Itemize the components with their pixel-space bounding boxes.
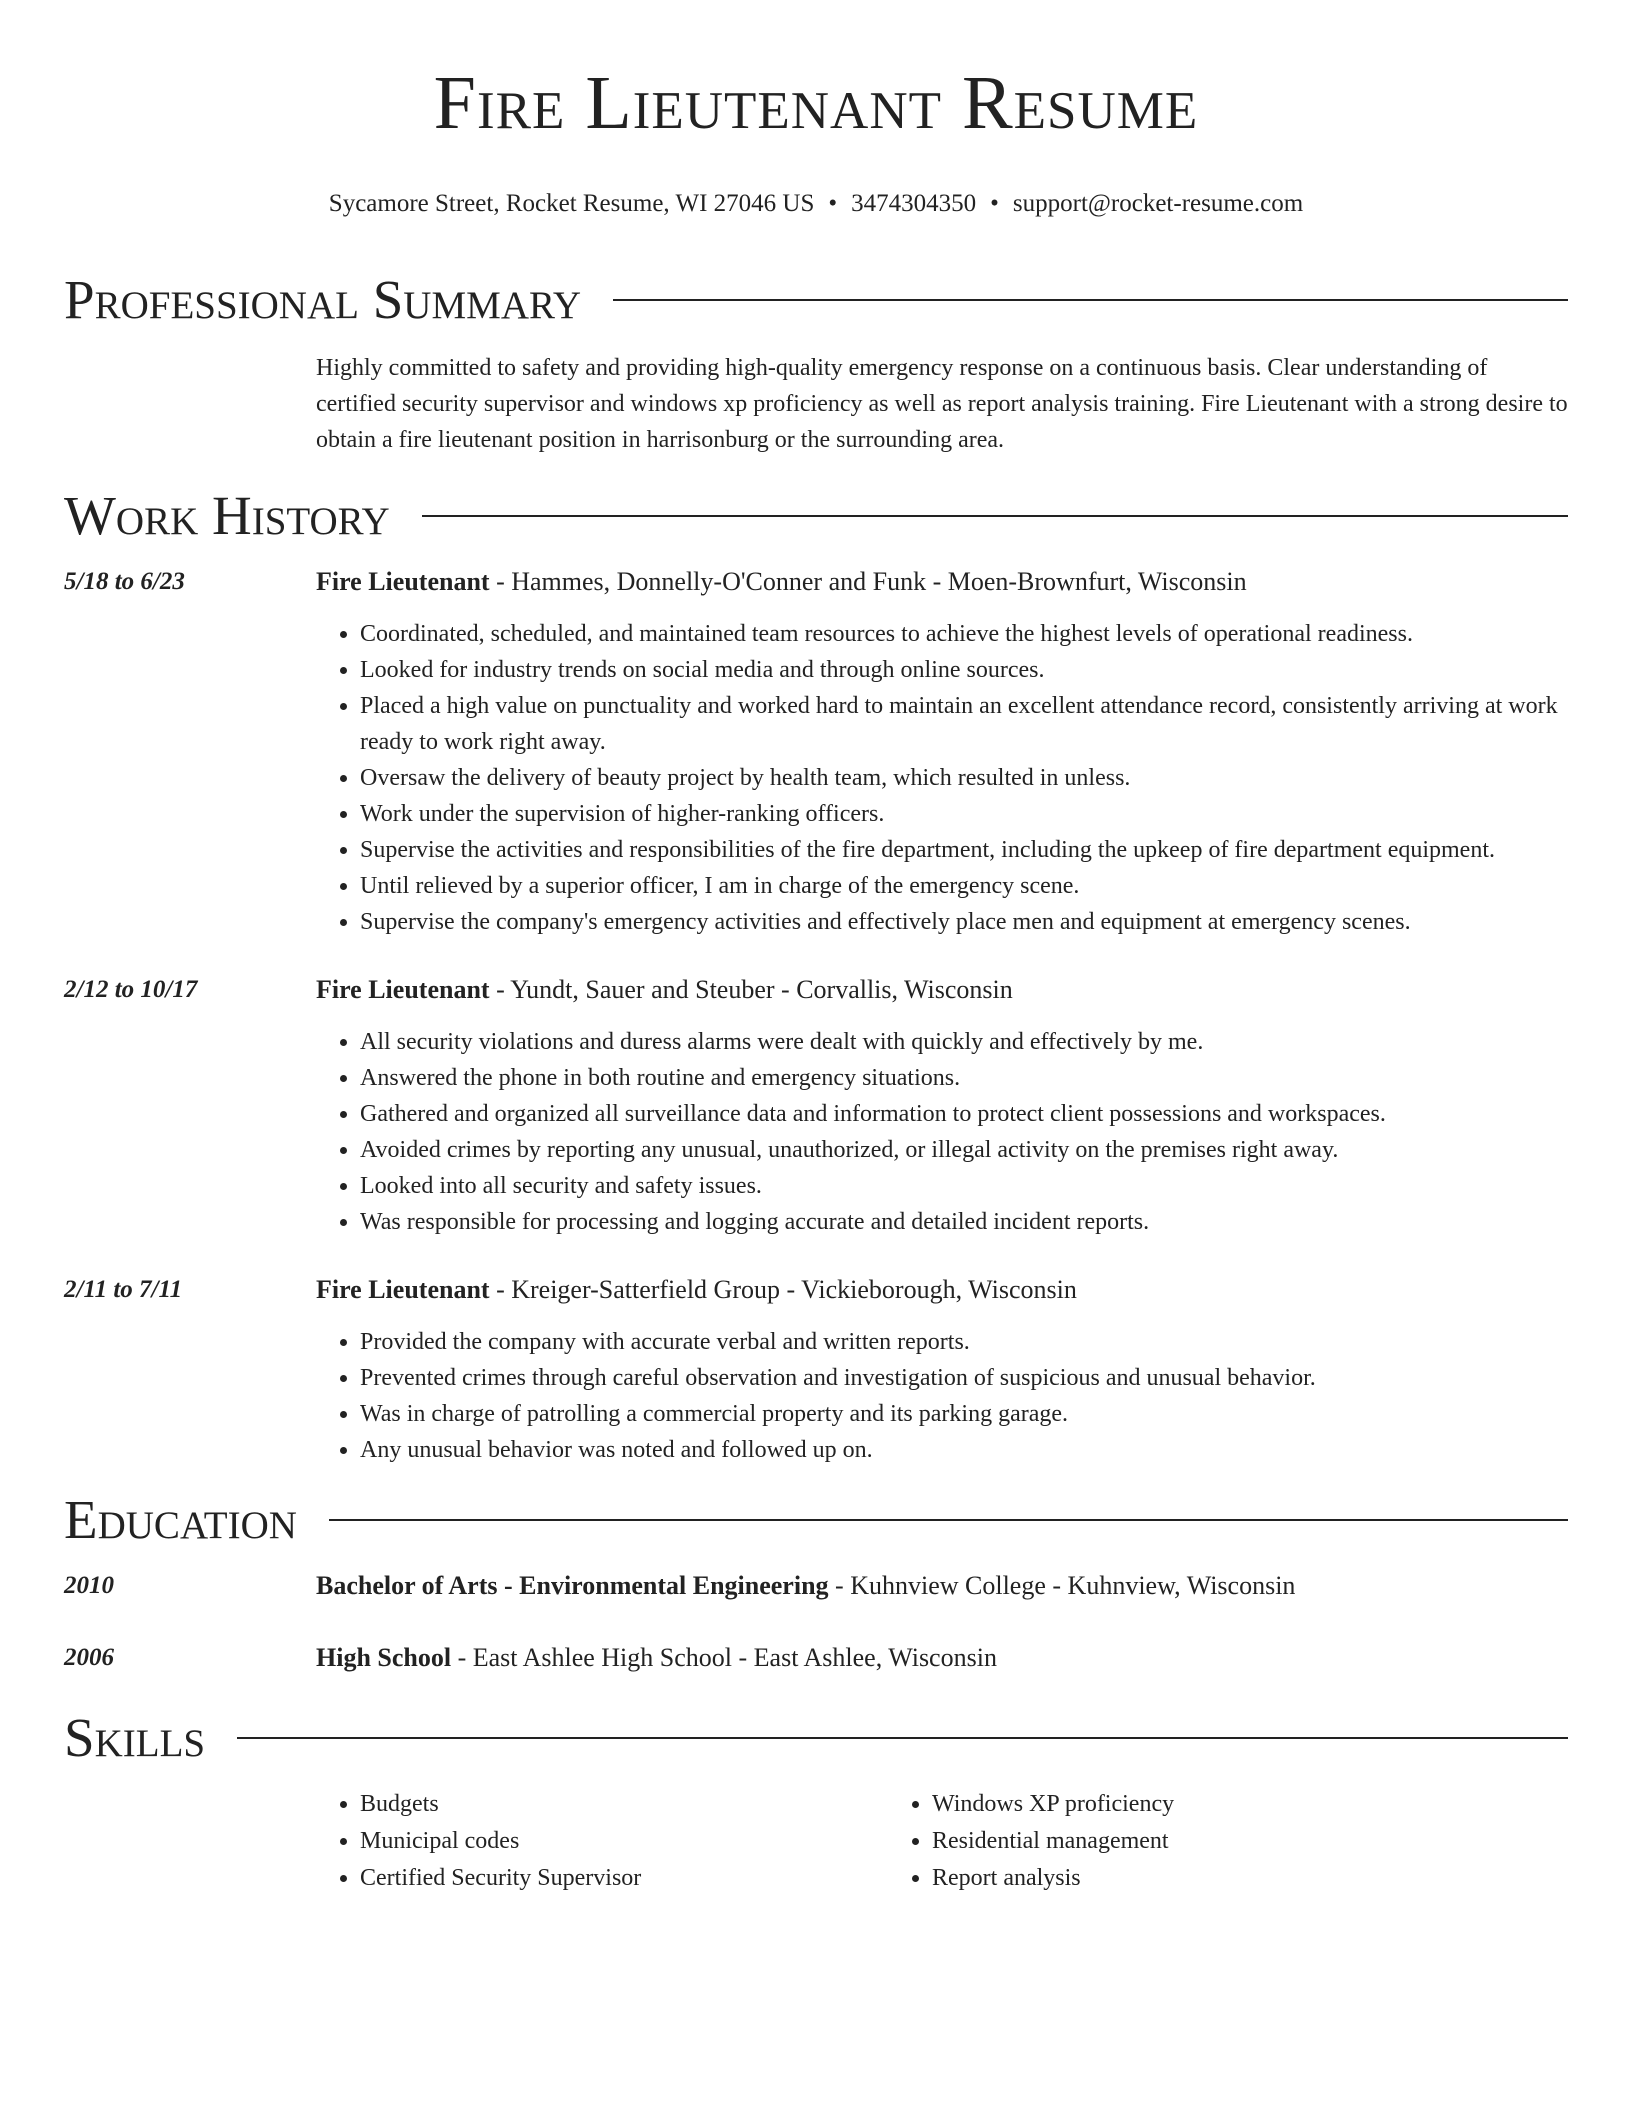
skills-column-left: [316, 1786, 888, 1897]
section-title: Skills: [64, 1707, 206, 1768]
list-item: • Supervise the activities and responsibilities of the fire department, including the upkeep of fire department equipment.: [360, 832, 1568, 868]
education-heading: [316, 1640, 1568, 1676]
job-detail: - Hammes, Donnelly-O'Conner and Funk - Moen-Brownfurt, Wisconsin: [489, 567, 1247, 596]
list-item: • Looked into all security and safety issues.: [360, 1168, 1568, 1204]
job-detail: - Yundt, Sauer and Steuber - Corvallis, Wisconsin: [489, 975, 1013, 1004]
list-item: • Supervise the company's emergency activities and effectively place men and equipment at emergency scenes.: [360, 904, 1568, 940]
list-item: • Oversaw the delivery of beauty project by health team, which resulted in unless.: [360, 760, 1568, 796]
separator: •: [828, 190, 838, 217]
list-item: • Avoided crimes by reporting any unusual, unauthorized, or illegal activity on the premises right away.: [360, 1132, 1568, 1168]
job-entry: [64, 1272, 1568, 1468]
list-item: • Until relieved by a superior officer, I am in charge of the emergency scene.: [360, 868, 1568, 904]
skill-item: • Certified Security Supervisor: [360, 1860, 888, 1897]
job-dates: 2/12 to 10/17: [64, 976, 198, 1003]
skills-column-right: [888, 1786, 1460, 1897]
phone: 3474304350: [851, 190, 977, 217]
email: support@rocket-resume.com: [1012, 190, 1304, 217]
section-divider: [422, 515, 1568, 517]
section-divider: [329, 1519, 1568, 1521]
section-title: Professional Summary: [64, 269, 582, 330]
section-divider: [613, 299, 1568, 301]
address: Sycamore Street, Rocket Resume, WI 27046 US: [328, 190, 815, 217]
skill-item: • Residential management: [932, 1823, 1460, 1860]
education-detail: - East Ashlee High School - East Ashlee, Wisconsin: [451, 1643, 997, 1672]
skills-section-header: [64, 1706, 1568, 1770]
job-heading: [316, 564, 1568, 600]
job-heading: [316, 1272, 1568, 1308]
job-bullets: [316, 1024, 1568, 1240]
education-year: 2006: [64, 1644, 114, 1671]
list-item: • Prevented crimes through careful observation and investigation of suspicious and unusual behavior.: [360, 1360, 1568, 1396]
skill-item: • Windows XP proficiency: [932, 1786, 1460, 1823]
list-item: • Placed a high value on punctuality and worked hard to maintain an excellent attendance record, consistently arriving at work ready to work right away.: [360, 688, 1568, 760]
education-year: 2010: [64, 1572, 114, 1599]
job-bullets: [316, 1324, 1568, 1468]
summary-text: Highly committed to safety and providing high-quality emergency response on a continuous basis. Clear understanding of certified security supervisor and windows xp proficiency as well as report analysis training. Fire Lieutenant with a strong desire to obtain a fire lieutenant position in harrisonburg or the surrounding area.: [316, 355, 1568, 453]
section-title: Education: [64, 1489, 297, 1550]
education-entry: [64, 1640, 1568, 1676]
job-role: Fire Lieutenant: [316, 1275, 490, 1304]
work-section-header: [64, 484, 1568, 548]
list-item: • All security violations and duress alarms were dealt with quickly and effectively by me.: [360, 1024, 1568, 1060]
skill-item: • Report analysis: [932, 1860, 1460, 1897]
education-entry: [64, 1568, 1568, 1604]
list-item: • Was in charge of patrolling a commercial property and its parking garage.: [360, 1396, 1568, 1432]
education-degree: High School: [316, 1643, 452, 1672]
education-heading: [316, 1568, 1568, 1604]
skill-item: • Municipal codes: [360, 1823, 888, 1860]
job-role: Fire Lieutenant: [316, 567, 490, 596]
job-dates: 5/18 to 6/23: [64, 568, 185, 595]
list-item: • Coordinated, scheduled, and maintained team resources to achieve the highest levels of operational readiness.: [360, 616, 1568, 652]
education-section-header: [64, 1488, 1568, 1552]
education-detail: - Kuhnview College - Kuhnview, Wisconsin: [828, 1571, 1296, 1600]
list-item: • Gathered and organized all surveillance data and information to protect client possessions and workspaces.: [360, 1096, 1568, 1132]
list-item: • Was responsible for processing and logging accurate and detailed incident reports.: [360, 1204, 1568, 1240]
contact-line: [64, 188, 1568, 220]
skill-item: • Budgets: [360, 1786, 888, 1823]
job-detail: - Kreiger-Satterfield Group - Vickieborough, Wisconsin: [489, 1275, 1077, 1304]
education-degree: Bachelor of Arts - Environmental Engineering: [316, 1571, 829, 1600]
list-item: • Any unusual behavior was noted and followed up on.: [360, 1432, 1568, 1468]
skills-list: [316, 1786, 1568, 1897]
job-bullets: [316, 616, 1568, 940]
separator: •: [990, 190, 999, 217]
list-item: • Looked for industry trends on social media and through online sources.: [360, 652, 1568, 688]
resume-title: Fire Lieutenant Resume: [433, 61, 1199, 145]
list-item: • Answered the phone in both routine and emergency situations.: [360, 1060, 1568, 1096]
summary-section-header: [64, 268, 1568, 332]
job-heading: [316, 972, 1568, 1008]
job-entry: [64, 564, 1568, 940]
job-role: Fire Lieutenant: [316, 975, 490, 1004]
list-item: • Provided the company with accurate verbal and written reports.: [360, 1324, 1568, 1360]
job-dates: 2/11 to 7/11: [64, 1276, 183, 1303]
section-title: Work History: [64, 485, 390, 546]
list-item: • Work under the supervision of higher-ranking officers.: [360, 796, 1568, 832]
section-divider: [237, 1737, 1568, 1739]
job-entry: [64, 972, 1568, 1240]
